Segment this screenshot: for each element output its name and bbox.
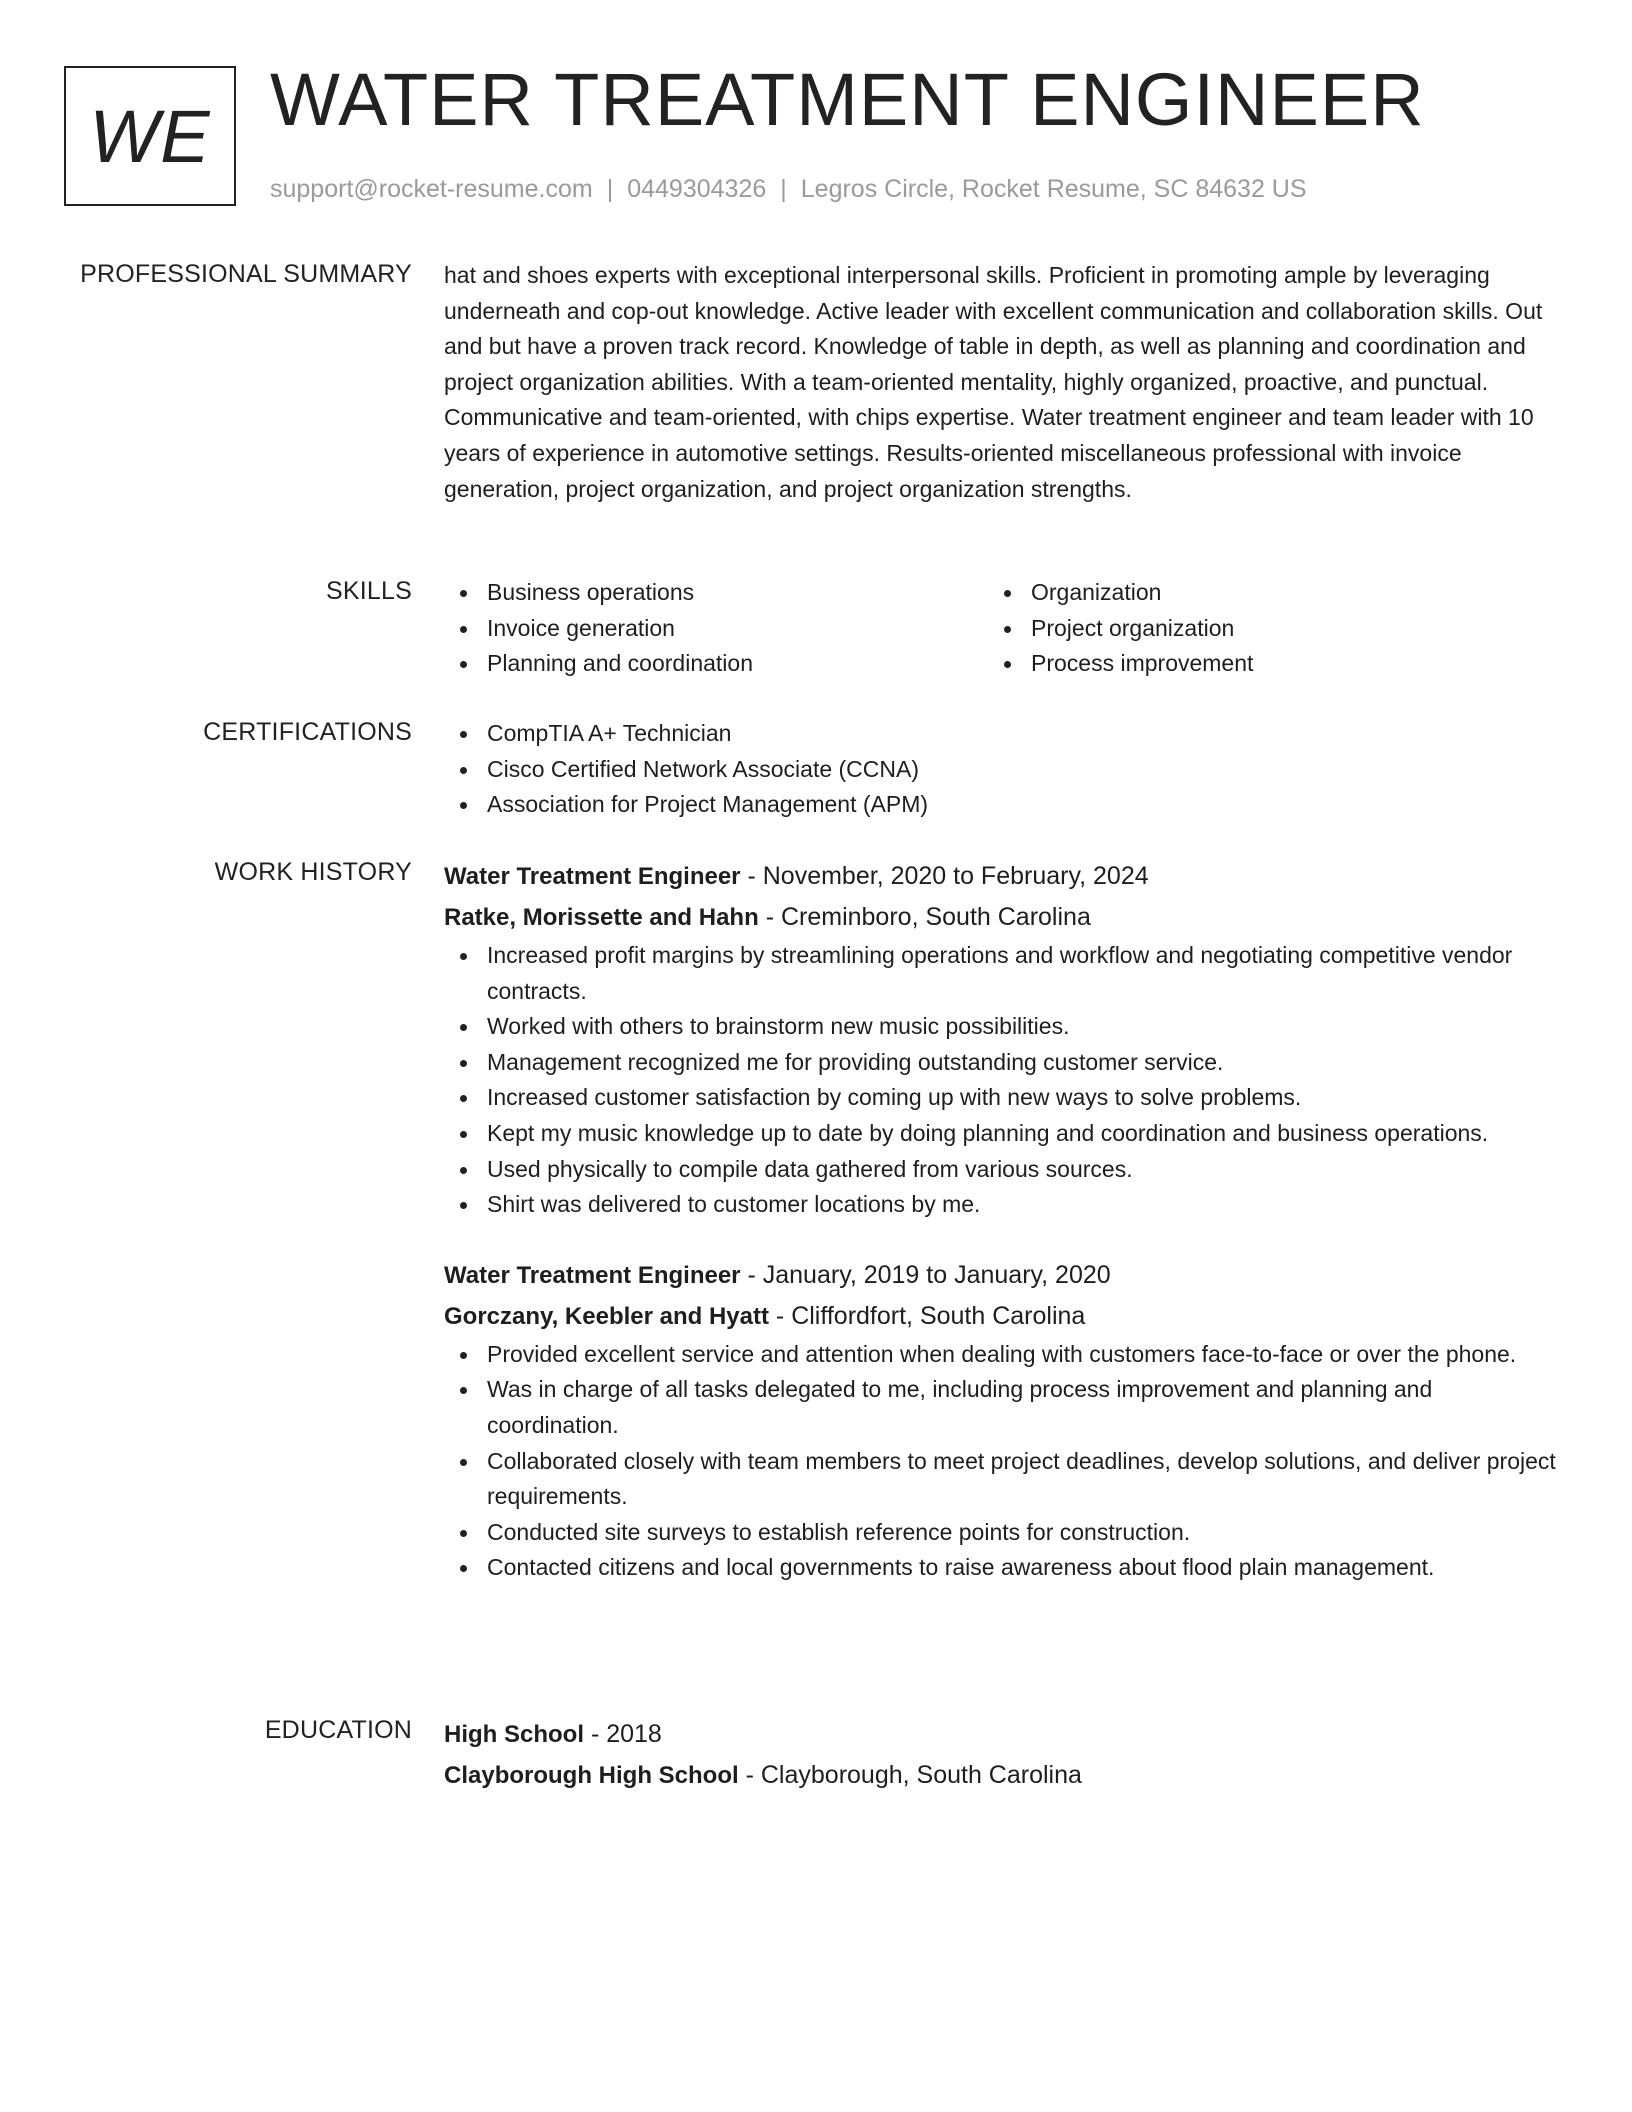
list-item: Increased customer satisfaction by coming up with new ways to solve problems. — [444, 1080, 1556, 1116]
education-school-line — [444, 1755, 1556, 1796]
contact-separator: | — [606, 175, 614, 203]
work-history-label: WORK HISTORY — [214, 858, 412, 886]
contact-phone[interactable]: 0449304326 — [627, 175, 767, 203]
list-item: Cisco Certified Network Associate (CCNA) — [444, 752, 1556, 788]
education-label: EDUCATION — [264, 1716, 412, 1744]
list-item: Planning and coordination — [444, 646, 988, 682]
education-degree-line — [444, 1714, 1556, 1755]
contact-separator: | — [780, 175, 787, 203]
education-location: - Clayborough, South Carolina — [738, 1761, 1082, 1789]
job-title: Water Treatment Engineer — [444, 863, 741, 890]
list-item: Worked with others to brainstorm new music possibilities. — [444, 1009, 1556, 1045]
job-location: - Cliffordfort, South Carolina — [768, 1301, 1086, 1330]
job-entry — [444, 856, 1556, 1223]
job-duties-list — [444, 1337, 1556, 1586]
list-item: Business operations — [444, 575, 988, 611]
summary-label: PROFESSIONAL SUMMARY — [80, 260, 412, 288]
job-company-line — [444, 897, 1556, 938]
work-history-body — [444, 856, 1556, 1586]
job-company: Gorczany, Keebler and Hyatt — [444, 1302, 769, 1330]
skills-column-left — [444, 575, 988, 682]
job-duties-list — [444, 938, 1556, 1223]
list-item: Project organization — [988, 611, 1488, 647]
list-item: Association for Project Management (APM) — [444, 787, 1556, 823]
list-item: Used physically to compile data gathered from various sources. — [444, 1152, 1556, 1188]
list-item: Contacted citizens and local governments to raise awareness about flood plain management. — [444, 1550, 1556, 1586]
list-item: Shirt was delivered to customer locations by me. — [444, 1187, 1556, 1223]
job-title-line — [444, 1255, 1556, 1296]
job-title-line — [444, 856, 1556, 897]
job-company: Ratke, Morissette and Hahn — [444, 904, 759, 931]
education-body — [444, 1714, 1556, 1796]
certifications-label: CERTIFICATIONS — [203, 718, 412, 746]
skills-list — [444, 575, 1556, 682]
monogram-box — [64, 66, 236, 206]
job-title: Water Treatment Engineer — [444, 1261, 741, 1289]
education-school: Clayborough High School — [444, 1762, 739, 1789]
list-item: Kept my music knowledge up to date by doing planning and coordination and business operations. — [444, 1116, 1556, 1152]
skills-label: SKILLS — [326, 577, 412, 605]
education-year: - 2018 — [584, 1720, 662, 1748]
summary-text: hat and shoes experts with exceptional interpersonal skills. Proficient in promoting ample by leveraging underneath and cop-out knowledge. Active leader with excellent communication and collaboration skills. Out and but have a proven track record. Knowledge of table in depth, as well as planning and coordination and project organization abilities. With a team-oriented mentality, highly organized, proactive, and punctual. Communicative and team-oriented, with chips expertise. Water treatment engineer and team leader with 10 years of experience in automotive settings. Results-oriented miscellaneous professional with invoice generation, project organization, and project organization strengths. — [444, 262, 1543, 502]
list-item: Process improvement — [988, 646, 1488, 682]
certifications-body — [444, 716, 1556, 823]
list-item: Collaborated closely with team members to meet project deadlines, develop solutions, and deliver project requirements. — [444, 1444, 1556, 1515]
job-location: - Creminboro, South Carolina — [758, 903, 1091, 931]
list-item: Was in charge of all tasks delegated to me, including process improvement and planning and coordination. — [444, 1372, 1556, 1443]
certifications-list — [444, 716, 1556, 823]
contact-email[interactable]: support@rocket-resume.com — [270, 175, 593, 203]
monogram-initials: WE — [89, 94, 211, 178]
education-degree: High School — [444, 1721, 584, 1748]
job-dates: - November, 2020 to February, 2024 — [740, 862, 1149, 890]
job-company-line — [444, 1296, 1556, 1337]
list-item: CompTIA A+ Technician — [444, 716, 1556, 752]
summary-body — [444, 258, 1556, 507]
resume-title: WATER TREATMENT ENGINEER — [270, 58, 1425, 141]
skills-column-right — [988, 575, 1488, 682]
list-item: Organization — [988, 575, 1488, 611]
list-item: Invoice generation — [444, 611, 988, 647]
job-entry — [444, 1255, 1556, 1586]
contact-line — [270, 174, 1307, 204]
list-item: Management recognized me for providing outstanding customer service. — [444, 1045, 1556, 1081]
list-item: Increased profit margins by streamlining operations and workflow and negotiating competitive vendor contracts. — [444, 938, 1556, 1009]
contact-address: Legros Circle, Rocket Resume, SC 84632 US — [800, 175, 1307, 203]
list-item: Provided excellent service and attention when dealing with customers face-to-face or over the phone. — [444, 1337, 1556, 1373]
job-dates: - January, 2019 to January, 2020 — [740, 1260, 1111, 1289]
list-item: Conducted site surveys to establish reference points for construction. — [444, 1515, 1556, 1551]
